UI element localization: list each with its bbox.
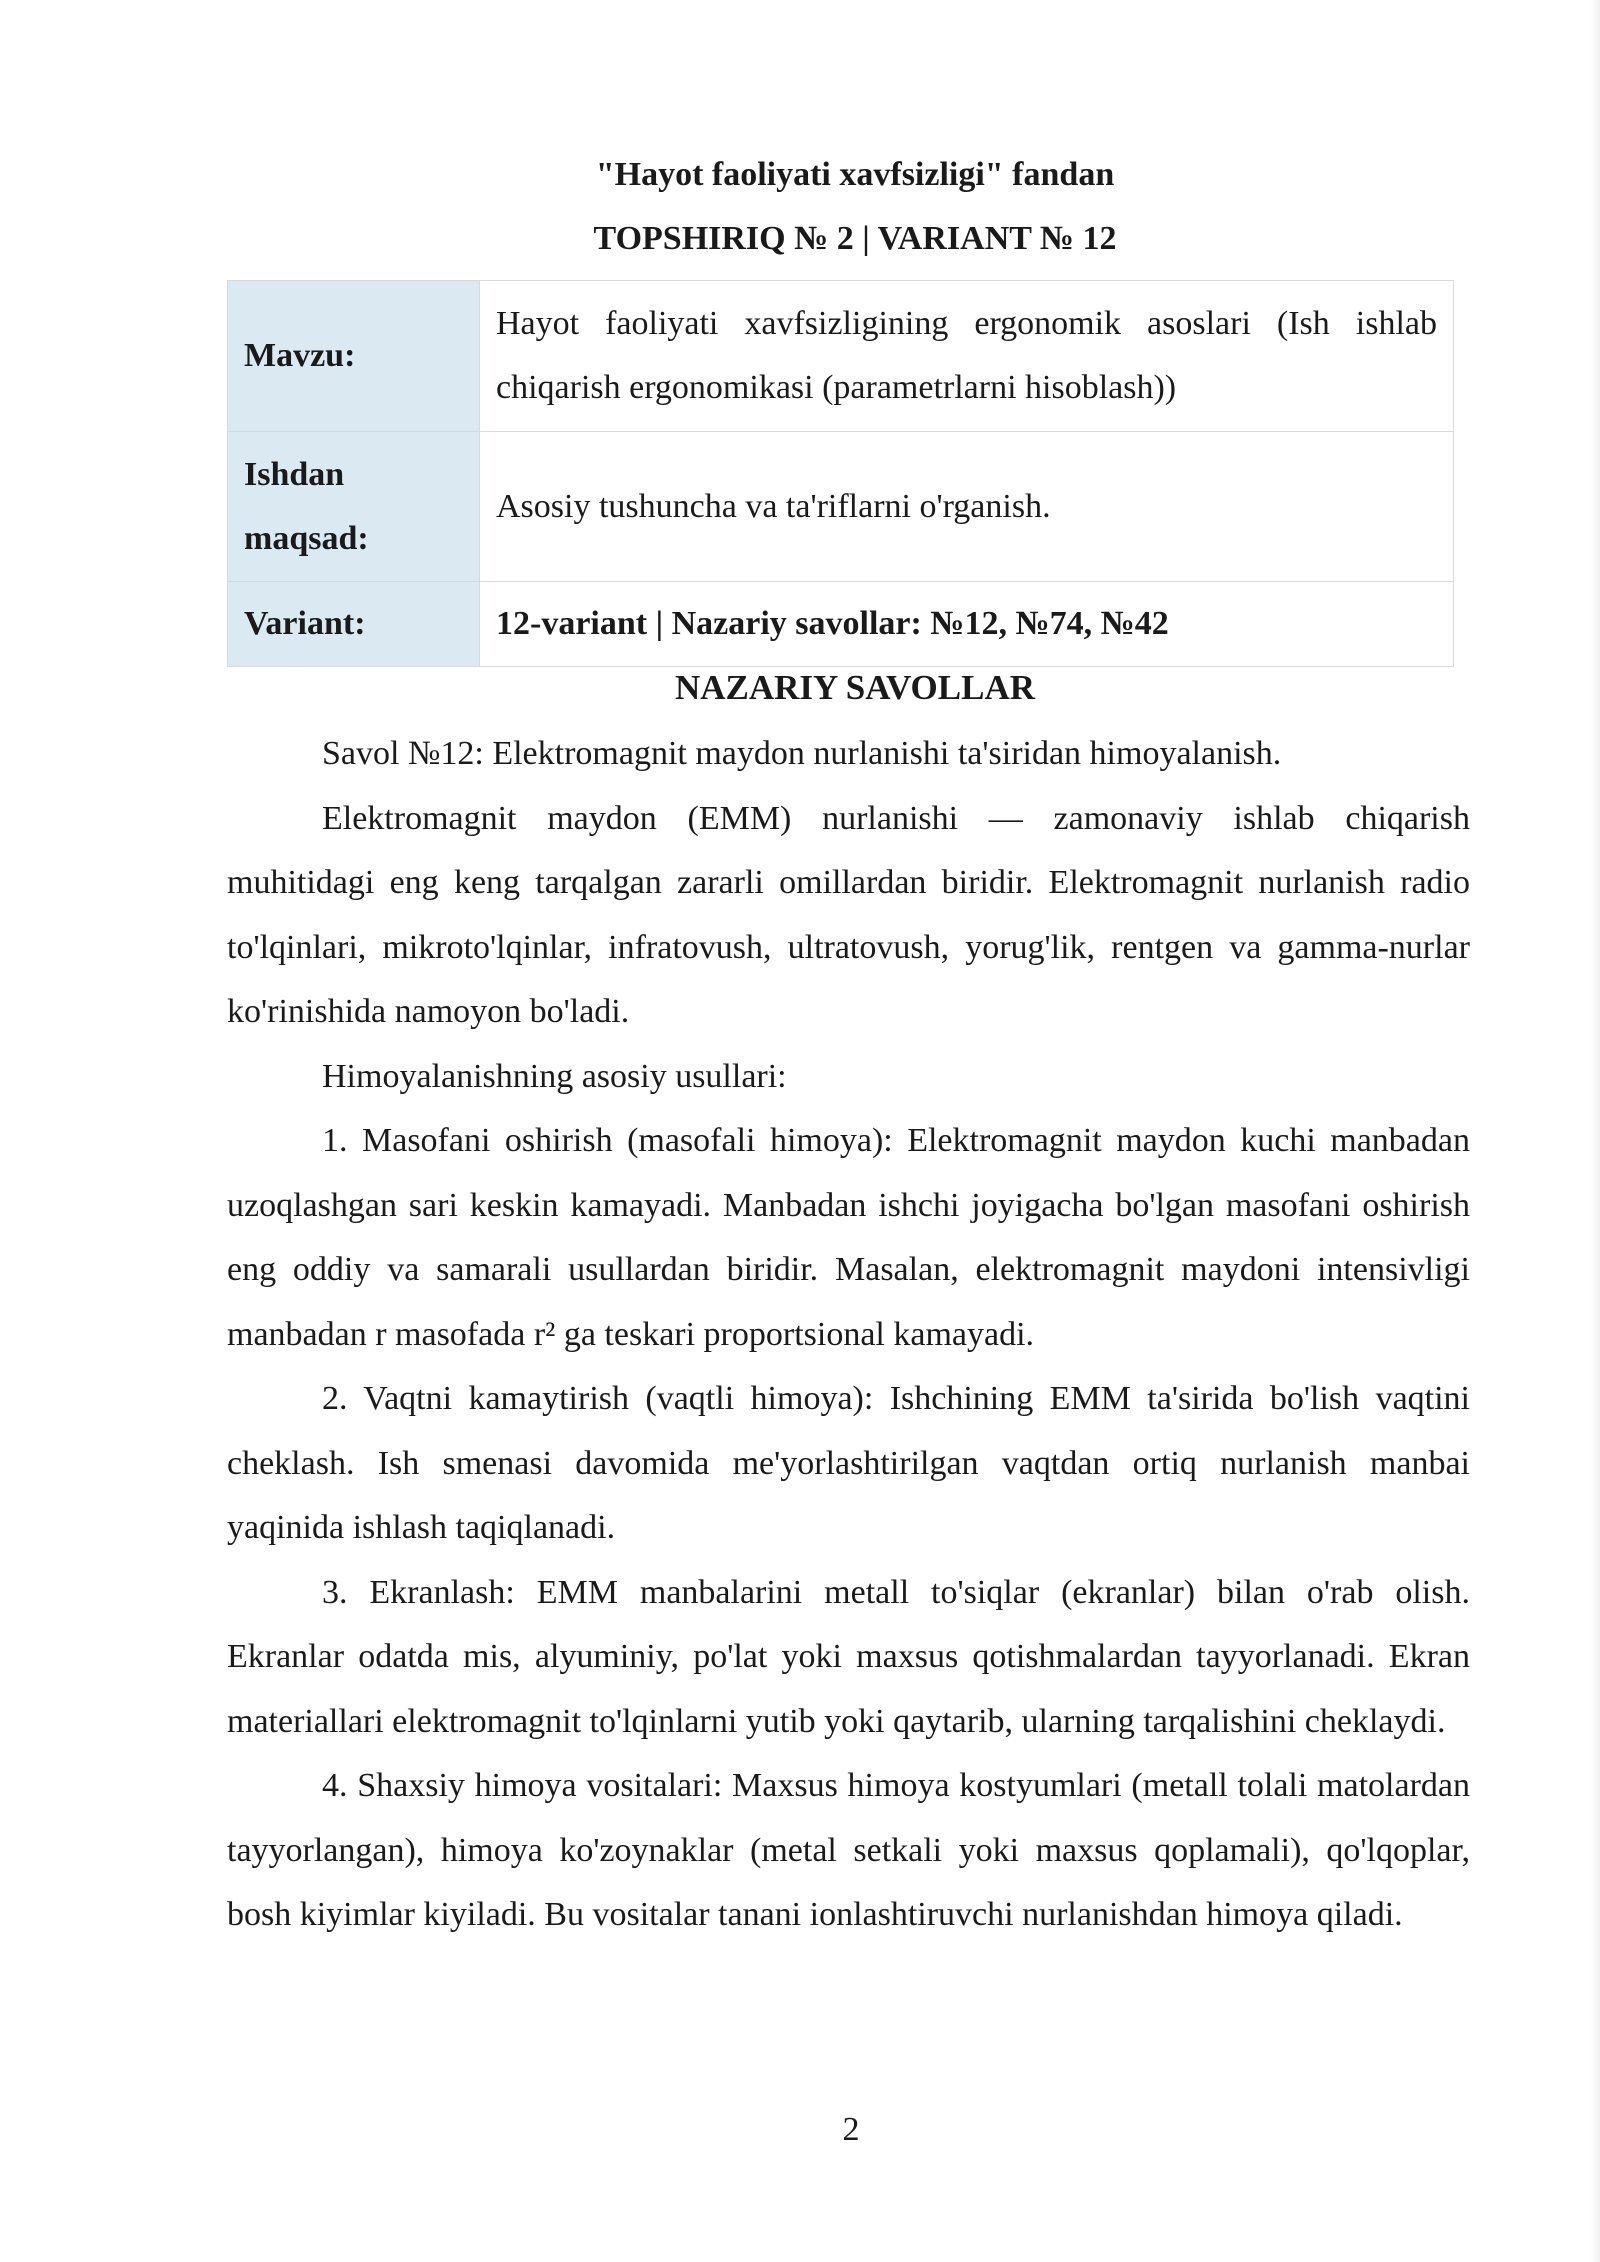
- paragraph-method-1: 1. Masofani oshirish (masofali himoya): Elektromagnit maydon kuchi manbadan uzoqlashgan sari keskin kamayadi. Manbadan ishchi joyigacha bo'lgan masofani oshirish eng oddiy va samarali usullardan biridir. Masalan, elektromagnit maydoni intensivligi manbadan r masofada r² ga teskari proportsional kamayadi.: [227, 1122, 1470, 1353]
- page-edge-shadow: [1590, 0, 1600, 2262]
- paragraph-method-4: 4. Shaxsiy himoya vositalari: Maxsus himoya kostyumlari (metall tolali matolardan tayyorlangan), himoya ko'zoynaklar (metal setkali yoki maxsus qoplamali), qo'lqoplar, bosh kiyimlar kiyiladi. Bu vositalar tanani ionlashtiruvchi nurlanishdan himoya qiladi.: [227, 1767, 1470, 1933]
- paragraph-intro: Elektromagnit maydon (EMM) nurlanishi — zamonaviy ishlab chiqarish muhitidagi eng keng tarqalgan zararli omillardan biridir. Elektromagnit nurlanish radio to'lqinlari, mikroto'lqinlar, infratovush, ultratovush, yorug'lik, rentgen va gamma-nurlar ko'rinishida namoyon bo'ladi.: [227, 799, 1470, 1030]
- info-value-goal: Asosiy tushuncha va ta'riflarni o'rganish.: [480, 432, 1454, 582]
- document-subject-title: "Hayot faoliyati xavfsizligi" fandan: [595, 156, 1115, 193]
- paragraph-method-2: 2. Vaqtni kamaytirish (vaqtli himoya): Ishchining EMM ta'sirida bo'lish vaqtini cheklash. Ish smenasi davomida me'yorlashtirilgan vaqtdan ortiq nurlanish manbai yaqinida ishlash taqiqlanadi.: [227, 1380, 1470, 1546]
- page-number: 2: [842, 2111, 860, 2148]
- info-row-goal: [228, 432, 1454, 582]
- info-value-variant: 12-variant | Nazariy savollar: №12, №74, №42: [480, 582, 1454, 667]
- body-text: [227, 722, 1470, 1948]
- paragraph-methods-heading: Himoyalanishning asosiy usullari:: [322, 1057, 787, 1095]
- info-row-topic: [228, 281, 1454, 432]
- question-title: Savol №12: Elektromagnit maydon nurlanishi ta'siridan himoyalanish.: [322, 735, 1282, 772]
- info-label-variant: Variant:: [228, 582, 480, 667]
- info-label-goal: Ishdan maqsad:: [228, 432, 480, 582]
- paragraph-method-3: 3. Ekranlash: EMM manbalarini metall to'siqlar (ekranlar) bilan o'rab olish. Ekranlar odatda mis, alyuminiy, po'lat yoki maxsus qotishmalardan tayyorlanadi. Ekran materiallari elektromagnit to'lqinlarni yutib yoki qaytarib, ularning tarqalishini cheklaydi.: [227, 1573, 1470, 1740]
- info-row-variant: [228, 582, 1454, 667]
- section-heading: NAZARIY SAVOLLAR: [674, 668, 1036, 707]
- info-value-topic: Hayot faoliyati xavfsizligining ergonomik asoslari (Ish ishlab chiqarish ergonomikasi (parametrlarni hisoblash)): [480, 281, 1454, 432]
- info-label-topic: Mavzu:: [228, 281, 480, 432]
- info-table: [227, 280, 1454, 667]
- assignment-title: TOPSHIRIQ № 2 | VARIANT № 12: [593, 220, 1117, 257]
